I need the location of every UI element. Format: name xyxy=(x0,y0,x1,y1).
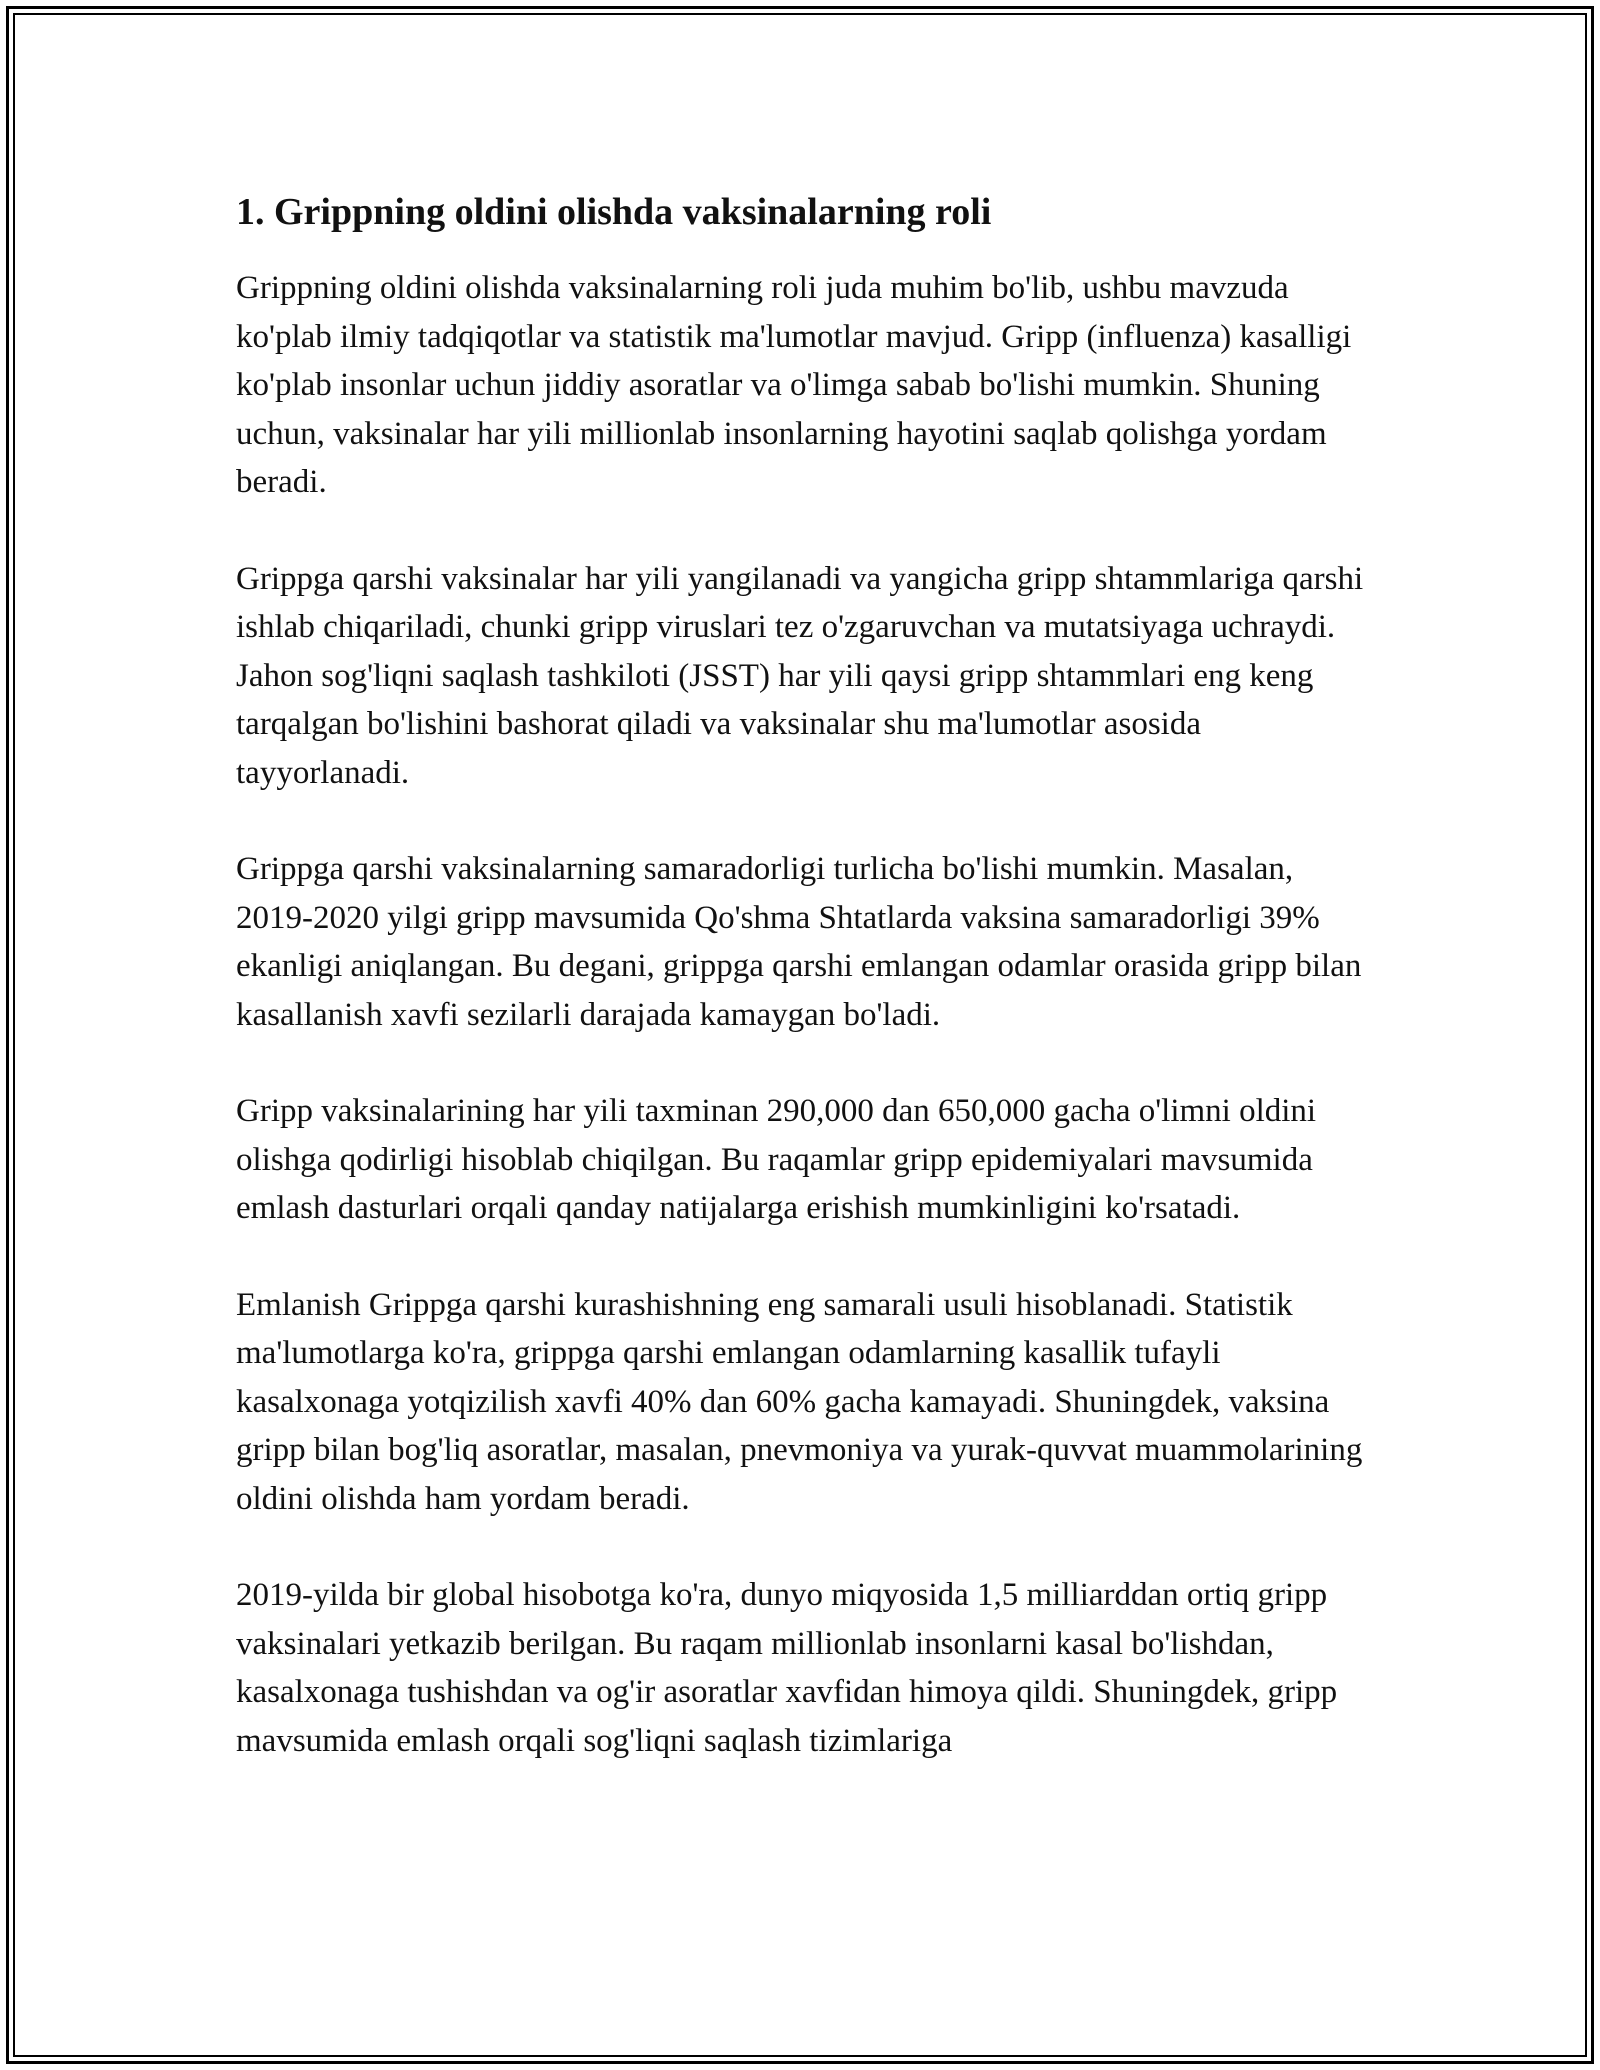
paragraph-global-report: 2019-yilda bir global hisobotga ko'ra, dunyo miqyosida 1,5 milliarddan ortiq gripp vaksinalari yetkazib berilgan. Bu raqam millionlab insonlarni kasal bo'lishdan, kasalxonaga tushishdan va og'ir asoratlar xavfidan himoya qildi. Shuningdek, gripp mavsumida emlash orqali sog'liqni saqlash tizimlariga xyxy=(236,1577,1338,1759)
paragraph-vaccine-updates: Grippga qarshi vaksinalar har yili yangilanadi va yangicha gripp shtammlariga qarshi ishlab chiqariladi, chunki gripp viruslari tez o'zgaruvchan va mutatsiyaga uchraydi. Jahon sog'liqni saqlash tashkiloti (JSST) har yili qaysi gripp shtammlari eng keng tarqalgan bo'lishini bashorat qiladi va vaksinalar shu ma'lumotlar asosida tayyorlanadi. xyxy=(236,560,1364,791)
paragraph-hospitalization-risk: Emlanish Grippga qarshi kurashishning eng samarali usuli hisoblanadi. Statistik ma'lumotlarga ko'ra, grippga qarshi emlangan odamlarning kasallik tufayli kasalxonaga yotqizilish xavfi 40% dan 60% gacha kamayadi. Shuningdek, vaksina gripp bilan bog'liq asoratlar, masalan, pnevmoniya va yurak-quvvat muammolarining oldini olishda ham yordam beradi. xyxy=(236,1286,1363,1517)
section-heading: 1. Grippning oldini olishda vaksinalarning roli xyxy=(236,191,992,233)
paragraph-deaths-prevented: Gripp vaksinalarining har yili taxminan 290,000 dan 650,000 gacha o'limni oldini olishga qodirligi hisoblab chiqilgan. Bu raqamlar gripp epidemiyalari mavsumida emlash dasturlari orqali qanday natijalarga erishish mumkinligini ko'rsatadi. xyxy=(236,1093,1317,1226)
paragraph-intro: Grippning oldini olishda vaksinalarning roli juda muhim bo'lib, ushbu mavzuda ko'plab ilmiy tadqiqotlar va statistik ma'lumotlar mavjud. Gripp (influenza) kasalligi ko'plab insonlar uchun jiddiy asoratlar va o'limga sabab bo'lishi mumkin. Shuning uchun, vaksinalar har yili millionlab insonlarning hayotini saqlab qolishga yordam beradi. xyxy=(236,270,1352,500)
document-body xyxy=(236,186,1366,1813)
paragraph-effectiveness: Grippga qarshi vaksinalarning samaradorligi turlicha bo'lishi mumkin. Masalan, 2019-2020 yilgi gripp mavsumida Qo'shma Shtatlarda vaksina samaradorligi 39% ekanligi aniqlangan. Bu degani, grippga qarshi emlangan odamlar orasida gripp bilan kasallanish xavfi sezilarli darajada kamaygan bo'ladi. xyxy=(236,851,1362,1033)
